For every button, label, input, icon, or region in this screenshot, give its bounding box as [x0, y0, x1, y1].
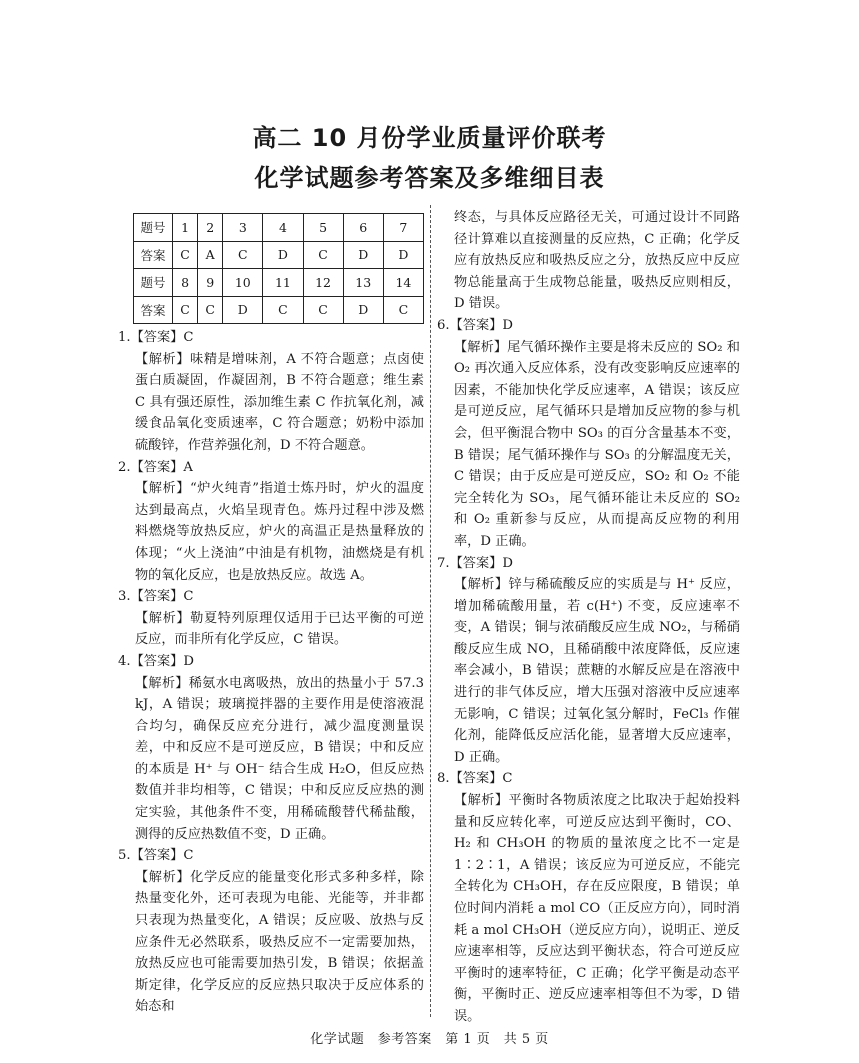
table-cell: D [343, 241, 383, 269]
table-cell: C [303, 241, 343, 269]
table-cell: 4 [263, 214, 303, 242]
answer-table [133, 213, 424, 324]
table-cell: 1 [173, 214, 198, 242]
table-cell: C [263, 296, 303, 324]
question-analysis: 【解析】尾气循环操作主要是将未反应的 SO₂ 和 O₂ 再次通入反应体系，没有改变影响反应速率的因素，不能加快化学反应速率，A 错误；该反应是可逆反应，尾气循环只是增加反应物的参与机会，但平衡混合物中 SO₃ 的百分含量基本不变，B 错误；尾气循环操作与 SO₃ 的分解温度无关，C 错误；由于反应是可逆反应，SO₂ 和 O₂ 不能完全转化为 SO₃，尾气循环能让未反应的 SO₂ 和 O₂ 重新参与反应，从而提高反应物的利用率，D 正确。 [454, 339, 740, 549]
question-analysis: 【解析】锌与稀硫酸反应的实质是与 H⁺ 反应，增加稀硫酸用量，若 c(H⁺) 不变，反应速率不变，A 错误；铜与浓硝酸反应生成 NO₂，与稀硝酸反应生成 NO，且稀硝酸中浓度降低，反应速率会减小，B 错误；蔗糖的水解反应是在溶液中进行的非气体反应，增大压强对溶液中反应速率无影响，C 错误；过氧化氢分解时，FeCl₃ 作催化剂，能降低反应活化能，显著增大反应速率，D 正确。 [454, 577, 740, 765]
question-analysis: 【解析】平衡时各物质浓度之比取决于起始投料量和反应转化率，可逆反应达到平衡时，CO、H₂ 和 CH₃OH 的物质的量浓度之比不一定是 1∶2∶1，A 错误；该反应为可逆反应，不能完全转化为 CH₃OH，存在反应限度，B 错误；单位时间内消耗 a mol CO（正反应方向），同时消耗 a mol CH₃OH（逆反应方向），说明正、逆反应速率相等，反应达到平衡状态，符合可逆反应平衡时的速率特征，C 正确；化学平衡是动态平衡，平衡时正、逆反应速率相等但不为零，D 错误。 [454, 793, 740, 1024]
title-line-1: 高二 10 月份学业质量评价联考 [252, 124, 607, 152]
left-column [118, 327, 424, 1018]
table-cell: 13 [343, 269, 383, 297]
question-answer: 1.【答案】C [118, 330, 194, 345]
table-cell: 6 [343, 214, 383, 242]
table-cell: 题号 [134, 214, 173, 242]
question-answer: 7.【答案】D [437, 555, 513, 571]
question-answer: 2.【答案】A [118, 459, 193, 475]
question-answer: 3.【答案】C [118, 589, 194, 605]
table-row [134, 241, 424, 269]
table-cell: 10 [223, 269, 263, 297]
question-analysis: 【解析】化学反应的能量变化形式多种多样，除热量变化外，还可表现为电能、光能等，并非都只表现为热量变化，A 错误；反应吸、放热与反应条件无必然联系，吸热反应不一定需要加热，放热反应也可能需要加热引发，B 错误；依据盖斯定律，化学反应的反应热只取决于反应体系的始态和 [135, 869, 424, 1015]
question-answer: 4.【答案】D [118, 653, 194, 669]
column-divider [430, 205, 431, 1017]
table-cell: C [223, 241, 263, 269]
table-cell: D [343, 296, 383, 324]
question-analysis: 【解析】稀氨水电离吸热，放出的热量小于 57.3 kJ，A 错误；玻璃搅拌器的主要作用是使溶液混合均匀，确保反应充分进行，减少温度测量误差，中和反应不是可逆反应，B 错误；中和反应的本质是 H⁺ 与 OH⁻ 结合生成 H₂O，但反应热数值并非均相等，C 错误；中和反应反应热的测定实验，其他条件不变，用稀硫酸替代稀盐酸，测得的反应热数值不变，D 正确。 [135, 675, 424, 842]
table-cell: C [173, 241, 198, 269]
title-line-2: 化学试题参考答案及多维细目表 [254, 164, 605, 192]
question-analysis: 终态，与具体反应路径无关，可通过设计不同路径计算难以直接测量的反应热，C 正确；化学反应有放热反应和吸热反应之分，放热反应中反应物总能量高于生成物总能量，吸热反应则相反，D 错误。 [454, 210, 740, 312]
table-cell: 7 [383, 214, 423, 242]
question-analysis: 【解析】味精是增味剂，A 不符合题意；点卤使蛋白质凝固，作凝固剂，B 不符合题意；维生素 C 具有强还原性，添加维生素 C 作抗氧化剂，减缓食品氧化变质速率，C 符合题意；奶粉中添加硫酸锌，作营养强化剂，D 不符合题意。 [135, 351, 424, 453]
question-answer: 6.【答案】D [437, 317, 513, 333]
table-cell: 14 [383, 269, 423, 297]
table-cell: C [303, 296, 343, 324]
table-cell: D [383, 241, 423, 269]
table-cell: 5 [303, 214, 343, 242]
table-cell: C [383, 296, 423, 324]
table-cell: D [263, 241, 303, 269]
table-cell: C [198, 296, 223, 324]
table-cell: 9 [198, 269, 223, 297]
page-footer: 化学试题 参考答案 第 1 页 共 5 页 [310, 1032, 549, 1047]
table-cell: 答案 [134, 296, 173, 324]
table-row [134, 296, 424, 324]
question-answer: 8.【答案】C [437, 771, 513, 787]
question-analysis: 【解析】勒夏特列原理仅适用于已达平衡的可逆反应，而非所有化学反应，C 错误。 [135, 610, 424, 648]
table-cell: D [223, 296, 263, 324]
table-cell: 8 [173, 269, 198, 297]
table-cell: 题号 [134, 269, 173, 297]
table-row [134, 214, 424, 242]
table-cell: 3 [223, 214, 263, 242]
right-column [437, 207, 740, 1028]
table-cell: 12 [303, 269, 343, 297]
table-cell: C [173, 296, 198, 324]
table-cell: 11 [263, 269, 303, 297]
table-cell: A [198, 241, 223, 269]
table-row [134, 269, 424, 297]
question-analysis: 【解析】“炉火纯青”指道士炼丹时，炉火的温度达到最高点，火焰呈现青色。炼丹过程中涉及燃料燃烧等放热反应，炉火的高温正是热量释放的体现；“火上浇油”中油是有机物，油燃烧是有机物的氧化反应，也是放热反应。故选 A。 [135, 481, 424, 583]
question-answer: 5.【答案】C [118, 848, 194, 864]
table-cell: 2 [198, 214, 223, 242]
table-cell: 答案 [134, 241, 173, 269]
